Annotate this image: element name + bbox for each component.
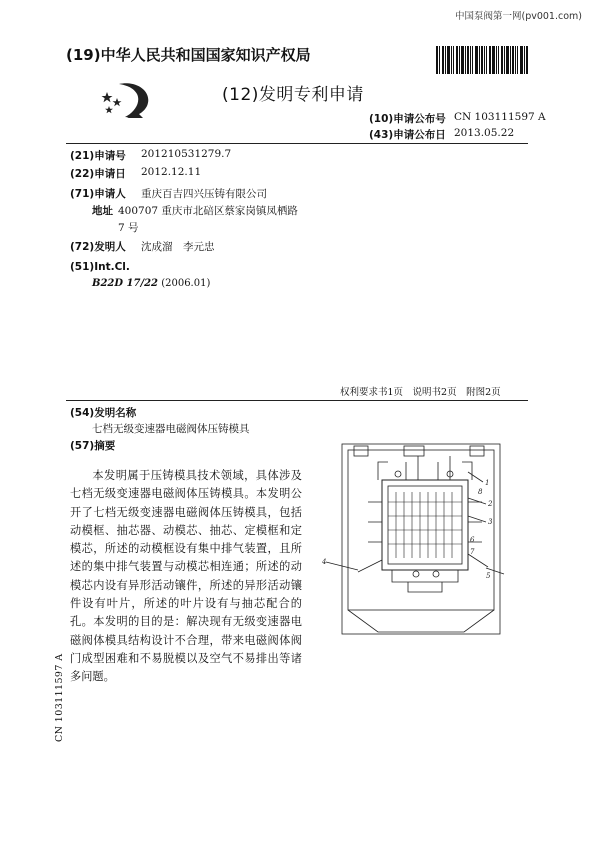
- drawing-label-4: 4: [322, 558, 327, 566]
- drawing-label-3: 3: [488, 518, 493, 526]
- biblio-divider: [66, 400, 528, 401]
- applicant-value: 重庆百吉四兴压铸有限公司: [141, 188, 267, 200]
- invention-title: 七档无级变速器电磁阀体压铸模具: [92, 423, 250, 435]
- ipc-line: [92, 278, 210, 289]
- watermark-text: 中国泵阀第一网(pv001.com): [454, 11, 582, 22]
- barcode: [436, 46, 528, 74]
- drawing-label-5: 5: [486, 572, 491, 580]
- publication-date-label: (43)申请公布日: [369, 129, 446, 141]
- filing-date-value: 2012.12.11: [141, 166, 202, 178]
- drawing-label-2: 2: [488, 500, 493, 508]
- publication-number-label: (10)申请公布号: [369, 113, 446, 125]
- abstract-label: (57)摘要: [70, 440, 116, 452]
- drawing-label-7: 7: [470, 548, 475, 556]
- publication-number-value: CN 103111597 A: [454, 111, 546, 123]
- inventor-label: (72)发明人: [70, 241, 126, 253]
- sipo-logo: [97, 78, 155, 120]
- address-line-2: 7 号: [118, 222, 139, 234]
- page-counts: 权利要求书1页 说明书2页 附图2页: [340, 387, 501, 398]
- abstract-text: 本发明属于压铸模具技术领域，具体涉及七档无级变速器电磁阀体压铸模具。本发明公开了七档无级变速器电磁阀体压铸模具，包括动模框、抽芯器、动模芯、抽芯、定模框和定模芯，所述的动模框设有集中排气装置，且所述的集中排气装置与动模芯相连通；所述的动模芯内设有异形活动镶件，所述的异形活动镶件设有叶片，所述的叶片设有与抽芯配合的孔。本发明的目的是：解决现有无级变速器电磁阀体模具结构设计不合理，带来电磁阀体阀门成型困难和不易脱模以及空气不易排出等诸多问题。: [70, 469, 302, 684]
- address-label: 地址: [92, 205, 113, 217]
- office-name: (19)中华人民共和国国家知识产权局: [66, 46, 311, 64]
- representative-drawing: [318, 442, 506, 638]
- application-number-value: 201210531279.7: [141, 148, 232, 160]
- drawing-label-1: 1: [485, 479, 490, 487]
- drawing-label-6: 6: [470, 536, 475, 544]
- ipc-version: (2006.01): [161, 278, 211, 289]
- drawing-label-8: 8: [478, 488, 483, 496]
- applicant-label: (71)申请人: [70, 188, 126, 200]
- ipc-label: (51)Int.Cl.: [70, 261, 130, 273]
- ipc-code: B22D 17/22: [92, 278, 159, 289]
- document-type: (12)发明专利申请: [222, 85, 364, 105]
- address-line-1: 400707 重庆市北碚区蔡家岗镇凤栖路: [118, 205, 298, 217]
- title-label: (54)发明名称: [70, 407, 137, 419]
- inventor-value: 沈成溜 李元忠: [141, 241, 215, 253]
- application-number-label: (21)申请号: [70, 150, 126, 162]
- filing-date-label: (22)申请日: [70, 168, 126, 180]
- side-publication-number: CN 103111597 A: [54, 653, 65, 742]
- publication-date-value: 2013.05.22: [454, 127, 515, 139]
- header-divider: [66, 143, 528, 144]
